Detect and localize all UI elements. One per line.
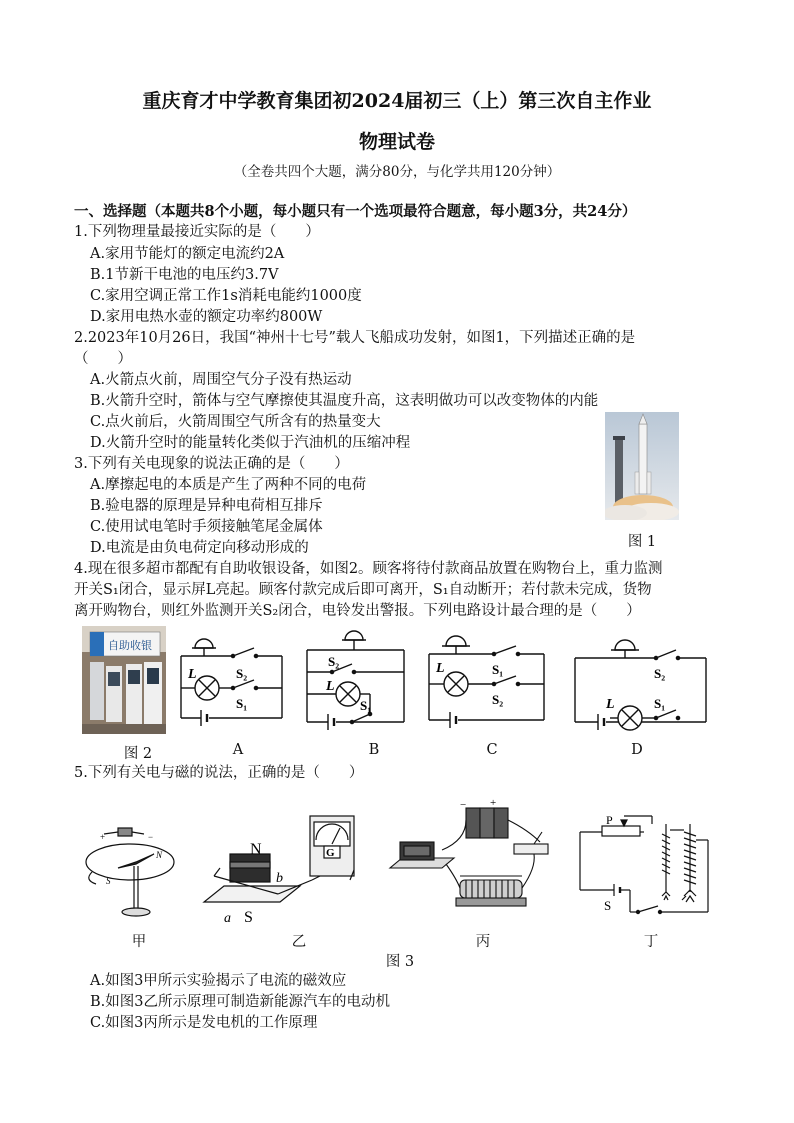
label-g: G (326, 847, 335, 859)
q1-option-d: D.家用电热水壶的额定功率约800W (90, 309, 323, 325)
q5-option-c: C.如图3丙所示是发电机的工作原理 (90, 1015, 318, 1031)
label-p: P (606, 813, 613, 827)
label-s2: S₂ (654, 666, 666, 681)
label-s: S (244, 909, 253, 926)
circuit-option-b (302, 626, 410, 736)
caption-ding: 丁 (643, 934, 659, 950)
q3-option-a: A.摩擦起电的本质是产生了两种不同的电荷 (90, 477, 367, 493)
section-heading: 一、选择题（本题共8个小题，每小题只有一个选项最符合题意，每小题3分，共24分） (74, 203, 637, 220)
figure-3-caption: 图 3 (385, 954, 415, 970)
q3-option-c: C.使用试电笔时手须接触笔尾金属体 (90, 519, 323, 535)
circuit-option-c (424, 626, 552, 736)
caption-d: D (631, 742, 643, 758)
label-a: a (224, 911, 231, 926)
q5-option-b: B.如图3乙所示原理可制造新能源汽车的电动机 (90, 994, 390, 1010)
q3-option-d: D.电流是由负电荷定向移动形成的 (90, 540, 309, 556)
label-s1: S₁ (236, 696, 248, 711)
rocket-launch-photo (605, 412, 679, 520)
minus-sign: − (148, 832, 154, 842)
q2-stem: 2.2023年10月26日，我国“神州十七号”载人飞船成功发射，如图1，下列描述正确的是 (74, 330, 636, 346)
label-l: L (436, 661, 445, 676)
label-n: N (156, 850, 163, 860)
label-s: S (604, 898, 612, 913)
circuit-option-d (570, 626, 712, 736)
caption-b: B (368, 742, 380, 758)
q3-stem: 3.下列有关电现象的说法正确的是（ ） (74, 456, 349, 472)
q1-stem: 1.下列物理量最接近实际的是（ ） (74, 224, 320, 240)
plus-sign: + (100, 832, 106, 842)
label-l: L (606, 697, 615, 712)
figure-ding-electromagnet (574, 810, 714, 922)
label-s1: S₁ (360, 698, 372, 713)
caption-yi: 乙 (291, 934, 307, 950)
page-subtitle: 物理试卷 (358, 131, 435, 153)
q4-line-1: 4.现在很多超市都配有自助收银设备，如图2。顾客将待付款商品放置在购物台上，重力监测 (74, 561, 663, 577)
label-s1: S₁ (492, 662, 504, 677)
q2-option-c: C.点火前后，火箭周围空气所含有的热量变大 (90, 414, 381, 430)
figure-1-caption: 图 1 (627, 534, 657, 550)
label-s1: S₁ (654, 696, 666, 711)
label-n: N (250, 841, 262, 858)
q2-option-d: D.火箭升空时的能量转化类似于汽油机的压缩冲程 (90, 435, 411, 451)
minus-sign: − (460, 799, 467, 811)
q4-line-3: 离开购物台，则红外监测开关S₂闭合，电铃发出警报。下列电路设计最合理的是（ ） (74, 603, 641, 619)
q5-stem: 5.下列有关电与磁的说法，正确的是（ ） (74, 765, 364, 781)
label-s2: S₂ (236, 666, 248, 681)
caption-jia: 甲 (131, 934, 147, 950)
q2-option-b: B.火箭升空时，箭体与空气摩擦使其温度升高，这表明做功可以改变物体的内能 (90, 393, 599, 409)
figure-yi-generator (200, 810, 360, 930)
q3-option-b: B.验电器的原理是异种电荷相互排斥 (90, 498, 323, 514)
q1-option-a: A.家用节能灯的额定电流约2A (90, 246, 285, 262)
q2-option-a: A.火箭点火前，周围空气分子没有热运动 (90, 372, 352, 388)
label-b: b (276, 871, 283, 886)
q5-option-a: A.如图3甲所示实验揭示了电流的磁效应 (90, 973, 347, 989)
q1-option-c: C.家用空调正常工作1s消耗电能约1000度 (90, 288, 362, 304)
q2-stem-cont: （ ） (74, 351, 132, 367)
label-l: L (326, 679, 335, 694)
circuit-option-a (176, 626, 288, 736)
q1-option-b: B.1节新干电池的电压约3.7V (90, 267, 279, 283)
figure-2-caption: 图 2 (123, 746, 153, 762)
exam-note: （全卷共四个大题，满分80分，与化学共用120分钟） (233, 164, 561, 180)
caption-a: A (232, 742, 244, 758)
plus-sign: + (490, 797, 497, 809)
label-s2: S₂ (492, 692, 504, 707)
q4-line-2: 开关S₁闭合，显示屏L亮起。顾客付款完成后即可离开，S₁自动断开；若付款未完成，货物 (74, 582, 652, 598)
page-title: 重庆育才中学教育集团初2024届初三（上）第三次自主作业 (142, 90, 652, 112)
label-l: L (188, 667, 197, 682)
label-s2: S₂ (328, 654, 340, 669)
caption-c: C (486, 742, 498, 758)
self-checkout-photo (82, 626, 166, 734)
figure-bing-motor (386, 796, 558, 928)
checkout-sign-text: 自助收银 (108, 640, 152, 652)
label-s: S (106, 876, 111, 886)
caption-bing: 丙 (475, 934, 491, 950)
figure-jia-compass (82, 818, 182, 920)
